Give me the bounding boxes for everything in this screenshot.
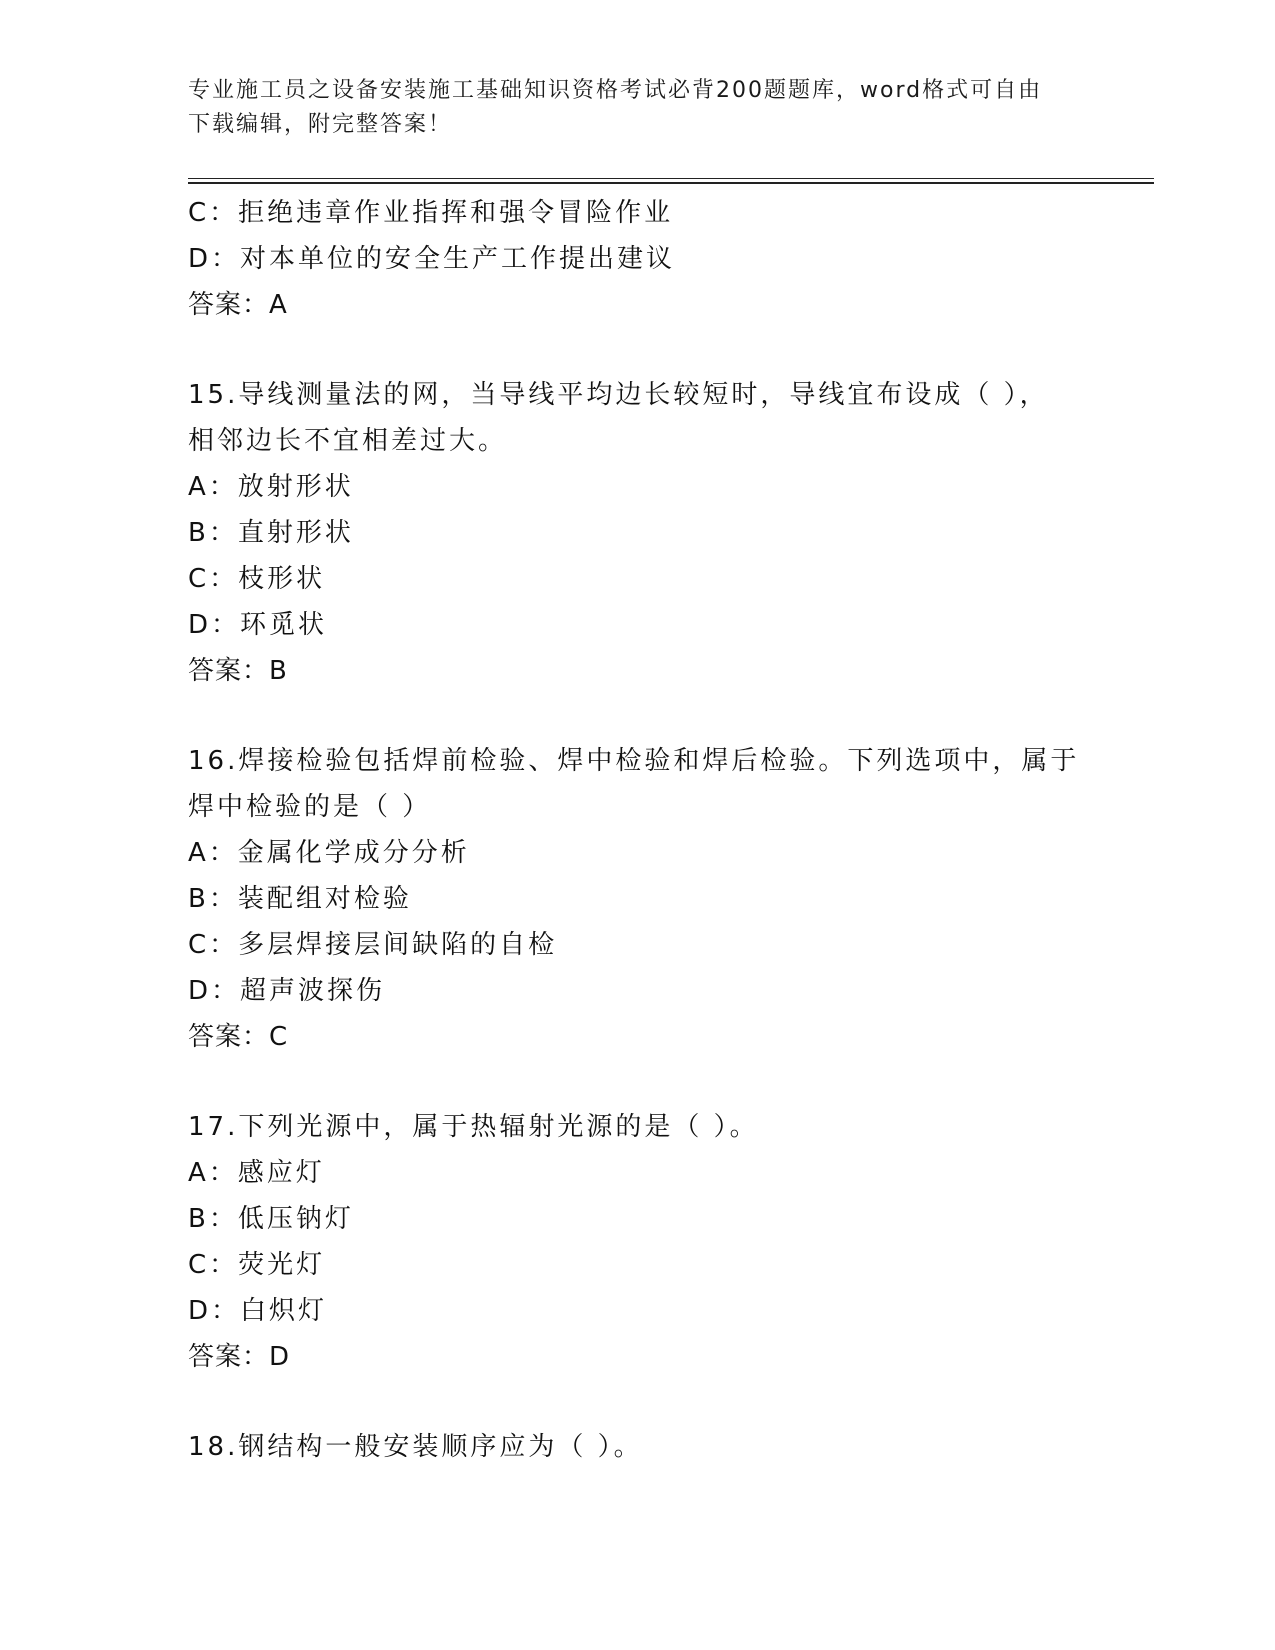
question-stem-line-1: 15.导线测量法的网，当导线平均边长较短时，导线宜布设成（ ）， <box>188 380 1049 410</box>
question-18-block <box>188 1424 1088 1470</box>
answer-line: 答案：B <box>188 656 288 686</box>
header-rule-thick <box>188 182 1154 184</box>
option-b: B：直射形状 <box>188 518 354 548</box>
question-stem-line-2: 相邻边长不宜相差过大。 <box>188 426 508 456</box>
question-stem-line-1: 18.钢结构一般安装顺序应为（ ）。 <box>188 1432 643 1462</box>
option-d: D：超声波探伤 <box>188 976 386 1006</box>
header-title-line-1: 专业施工员之设备安装施工基础知识资格考试必背200题题库，word格式可自由 <box>188 78 1043 103</box>
option-d: D：白炽灯 <box>188 1296 328 1326</box>
option-c: C：拒绝违章作业指挥和强令冒险作业 <box>188 198 674 228</box>
option-a: A：金属化学成分分析 <box>188 838 470 868</box>
question-14-block <box>188 190 1088 328</box>
answer-line: 答案：A <box>188 290 288 320</box>
question-15-block <box>188 372 1088 694</box>
option-d: D：环觅状 <box>188 610 328 640</box>
option-b: B：低压钠灯 <box>188 1204 354 1234</box>
question-stem-line-2: 焊中检验的是（ ） <box>188 792 432 822</box>
option-c: C：多层焊接层间缺陷的自检 <box>188 930 558 960</box>
question-stem-line-1: 16.焊接检验包括焊前检验、焊中检验和焊后检验。下列选项中，属于 <box>188 746 1080 776</box>
header-title-line-2: 下载编辑，附完整答案！ <box>188 112 453 137</box>
option-d: D：对本单位的安全生产工作提出建议 <box>188 244 676 274</box>
answer-line: 答案：C <box>188 1022 289 1052</box>
option-c: C：荧光灯 <box>188 1250 326 1280</box>
header-rule-thin <box>188 178 1154 179</box>
document-body <box>188 190 1088 1470</box>
question-stem-line-1: 17.下列光源中，属于热辐射光源的是（ ）。 <box>188 1112 759 1142</box>
option-c: C：枝形状 <box>188 564 326 594</box>
question-16-block <box>188 738 1088 1060</box>
option-b: B：装配组对检验 <box>188 884 412 914</box>
document-header <box>188 74 1088 142</box>
option-a: A：放射形状 <box>188 472 354 502</box>
option-a: A：感应灯 <box>188 1158 325 1188</box>
answer-line: 答案：D <box>188 1342 291 1372</box>
question-17-block <box>188 1104 1088 1380</box>
